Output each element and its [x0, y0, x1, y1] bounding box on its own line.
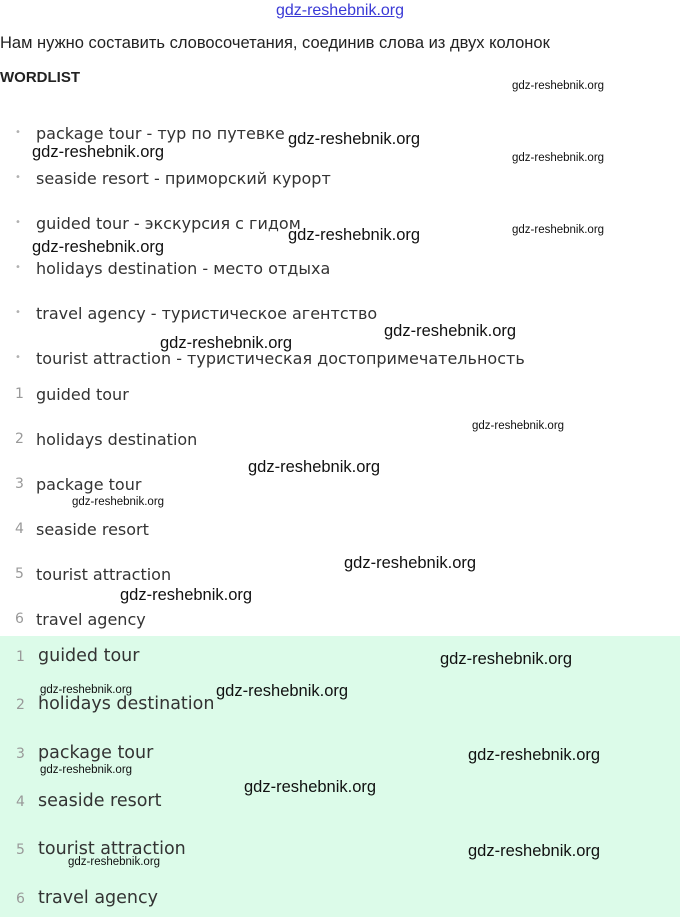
list-item: seaside resort - приморский курорт	[36, 169, 331, 188]
answer-item: travel agency	[38, 888, 158, 908]
list-item: travel agency - туристическое агентство	[36, 304, 378, 323]
list-item: holidays destination - место отдыха	[36, 259, 331, 278]
wordlist-heading: WORDLIST	[0, 69, 80, 86]
item-number: 3	[16, 746, 25, 762]
watermark: gdz-reshebnik.org	[288, 226, 421, 244]
watermark: gdz-reshebnik.org	[472, 420, 565, 432]
watermark: gdz-reshebnik.org	[468, 842, 601, 860]
item-number: 3	[15, 476, 24, 492]
item-number: 4	[15, 521, 24, 537]
watermark: gdz-reshebnik.org	[120, 586, 253, 604]
list-item: tourist attraction	[36, 565, 172, 584]
watermark: gdz-reshebnik.org	[440, 650, 573, 668]
list-item: guided tour	[36, 385, 129, 404]
watermark: gdz-reshebnik.org	[248, 458, 381, 476]
answer-item: holidays destination	[38, 694, 215, 714]
bullet-icon: •	[15, 352, 21, 363]
watermark: gdz-reshebnik.org	[468, 746, 601, 764]
list-item: package tour	[36, 475, 142, 494]
list-item: package tour - тур по путевке	[36, 124, 285, 143]
list-item: seaside resort	[36, 520, 149, 539]
site-link[interactable]: gdz-reshebnik.org	[275, 2, 405, 19]
watermark: gdz-reshebnik.org	[72, 496, 165, 508]
bullet-icon: •	[15, 172, 21, 183]
watermark: gdz-reshebnik.org	[344, 554, 477, 572]
item-number: 2	[15, 431, 24, 447]
item-number: 2	[16, 697, 25, 713]
watermark: gdz-reshebnik.org	[160, 334, 293, 352]
watermark: gdz-reshebnik.org	[288, 130, 421, 148]
bullet-icon: •	[15, 127, 21, 138]
watermark: gdz-reshebnik.org	[40, 764, 133, 776]
watermark: gdz-reshebnik.org	[32, 238, 165, 256]
item-number: 4	[16, 794, 25, 810]
watermark: gdz-reshebnik.org	[244, 778, 377, 796]
list-item: tourist attraction - туристическая достопримечательность	[36, 349, 525, 368]
list-item: guided tour - экскурсия с гидом	[36, 214, 301, 233]
answer-item: package tour	[38, 743, 154, 763]
item-number: 1	[15, 386, 24, 402]
watermark: gdz-reshebnik.org	[216, 682, 349, 700]
watermark: gdz-reshebnik.org	[384, 322, 517, 340]
watermark: gdz-reshebnik.org	[32, 143, 165, 161]
watermark: gdz-reshebnik.org	[512, 224, 605, 236]
bullet-icon: •	[15, 307, 21, 318]
instruction-text: Нам нужно составить словосочетания, соединив слова из двух колонок	[0, 34, 550, 52]
item-number: 6	[16, 891, 25, 907]
item-number: 5	[16, 842, 25, 858]
list-item: travel agency	[36, 610, 146, 629]
answer-item: tourist attraction	[38, 839, 186, 859]
list-item: holidays destination	[36, 430, 198, 449]
watermark: gdz-reshebnik.org	[512, 80, 605, 92]
answer-item: guided tour	[38, 646, 140, 666]
bullet-icon: •	[15, 217, 21, 228]
watermark: gdz-reshebnik.org	[40, 684, 133, 696]
item-number: 1	[16, 649, 25, 665]
answer-item: seaside resort	[38, 791, 162, 811]
item-number: 6	[15, 611, 24, 627]
bullet-icon: •	[15, 262, 21, 273]
answer-block	[0, 636, 680, 917]
item-number: 5	[15, 566, 24, 582]
watermark: gdz-reshebnik.org	[512, 152, 605, 164]
watermark: gdz-reshebnik.org	[68, 856, 161, 868]
